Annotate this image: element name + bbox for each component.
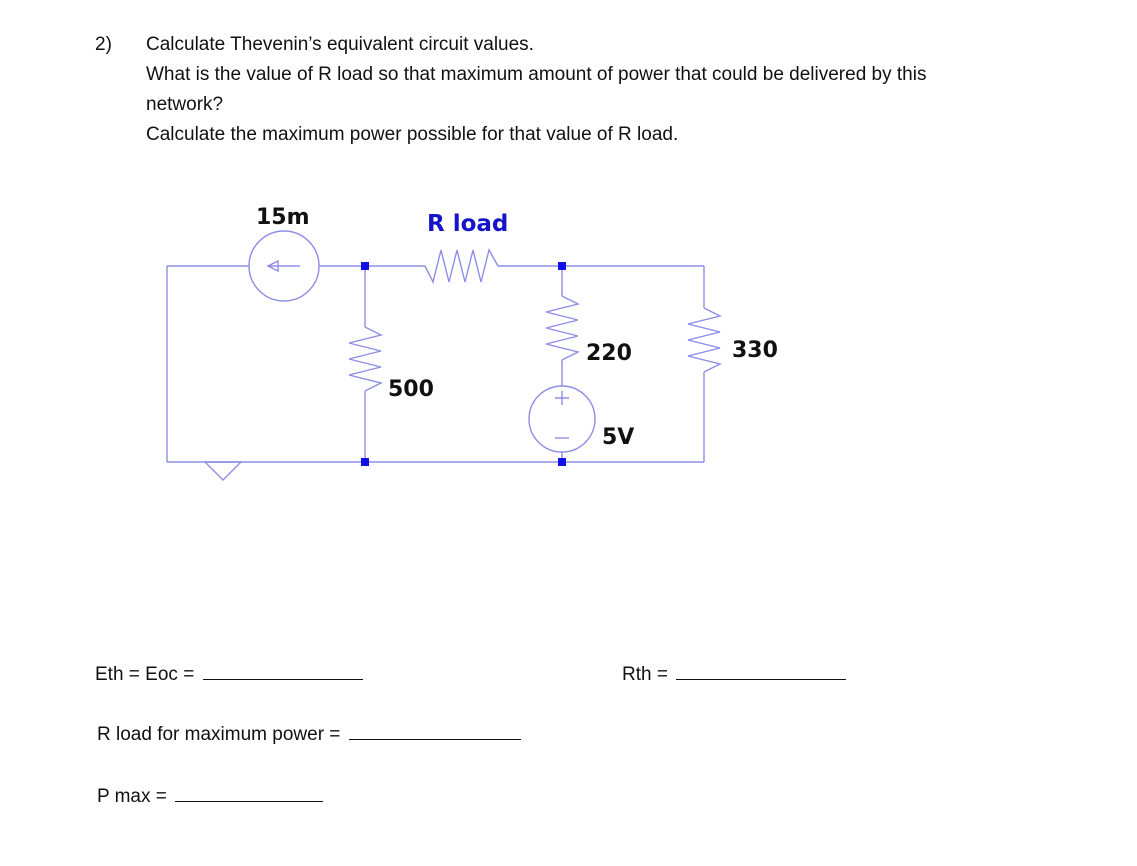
label-5v: 5V — [602, 425, 635, 450]
question-line-4: Calculate the maximum power possible for that value of R load. — [146, 124, 679, 145]
eth-answer-row — [95, 661, 363, 686]
label-15m: 15m — [256, 205, 310, 230]
rth-answer-row — [622, 661, 846, 686]
resistor-330 — [688, 308, 720, 372]
question-line-1: Calculate Thevenin’s equivalent circuit values. — [146, 34, 534, 55]
voltage-source — [529, 386, 595, 452]
rload-label: R load for maximum power = — [97, 724, 341, 745]
rload-answer-row — [97, 721, 521, 746]
pmax-blank[interactable] — [175, 783, 323, 802]
pmax-label: P max = — [97, 786, 167, 807]
resistor-rload — [425, 250, 498, 282]
rth-label: Rth = — [622, 664, 668, 685]
node-markers — [361, 262, 566, 466]
plus-icon — [555, 391, 569, 405]
label-330: 330 — [732, 338, 778, 363]
node-marker — [361, 262, 369, 270]
label-500: 500 — [388, 377, 434, 402]
question-number: 2) — [95, 34, 112, 55]
pmax-answer-row — [97, 783, 323, 808]
arrow-left-icon — [268, 261, 300, 271]
current-source — [249, 231, 319, 301]
eth-blank[interactable] — [203, 661, 363, 680]
node-marker — [558, 458, 566, 466]
resistor-500 — [349, 327, 381, 391]
label-rload: R load — [427, 211, 509, 237]
ground-icon — [205, 462, 241, 480]
question-line-2: What is the value of R load so that maximum amount of power that could be delivered by this — [146, 64, 927, 85]
node-marker — [361, 458, 369, 466]
rload-blank[interactable] — [349, 721, 521, 740]
question-line-3: network? — [146, 94, 224, 115]
eth-label: Eth = Eoc = — [95, 664, 195, 685]
resistor-220 — [546, 296, 578, 360]
rth-blank[interactable] — [676, 661, 846, 680]
node-marker — [558, 262, 566, 270]
label-220: 220 — [586, 341, 632, 366]
